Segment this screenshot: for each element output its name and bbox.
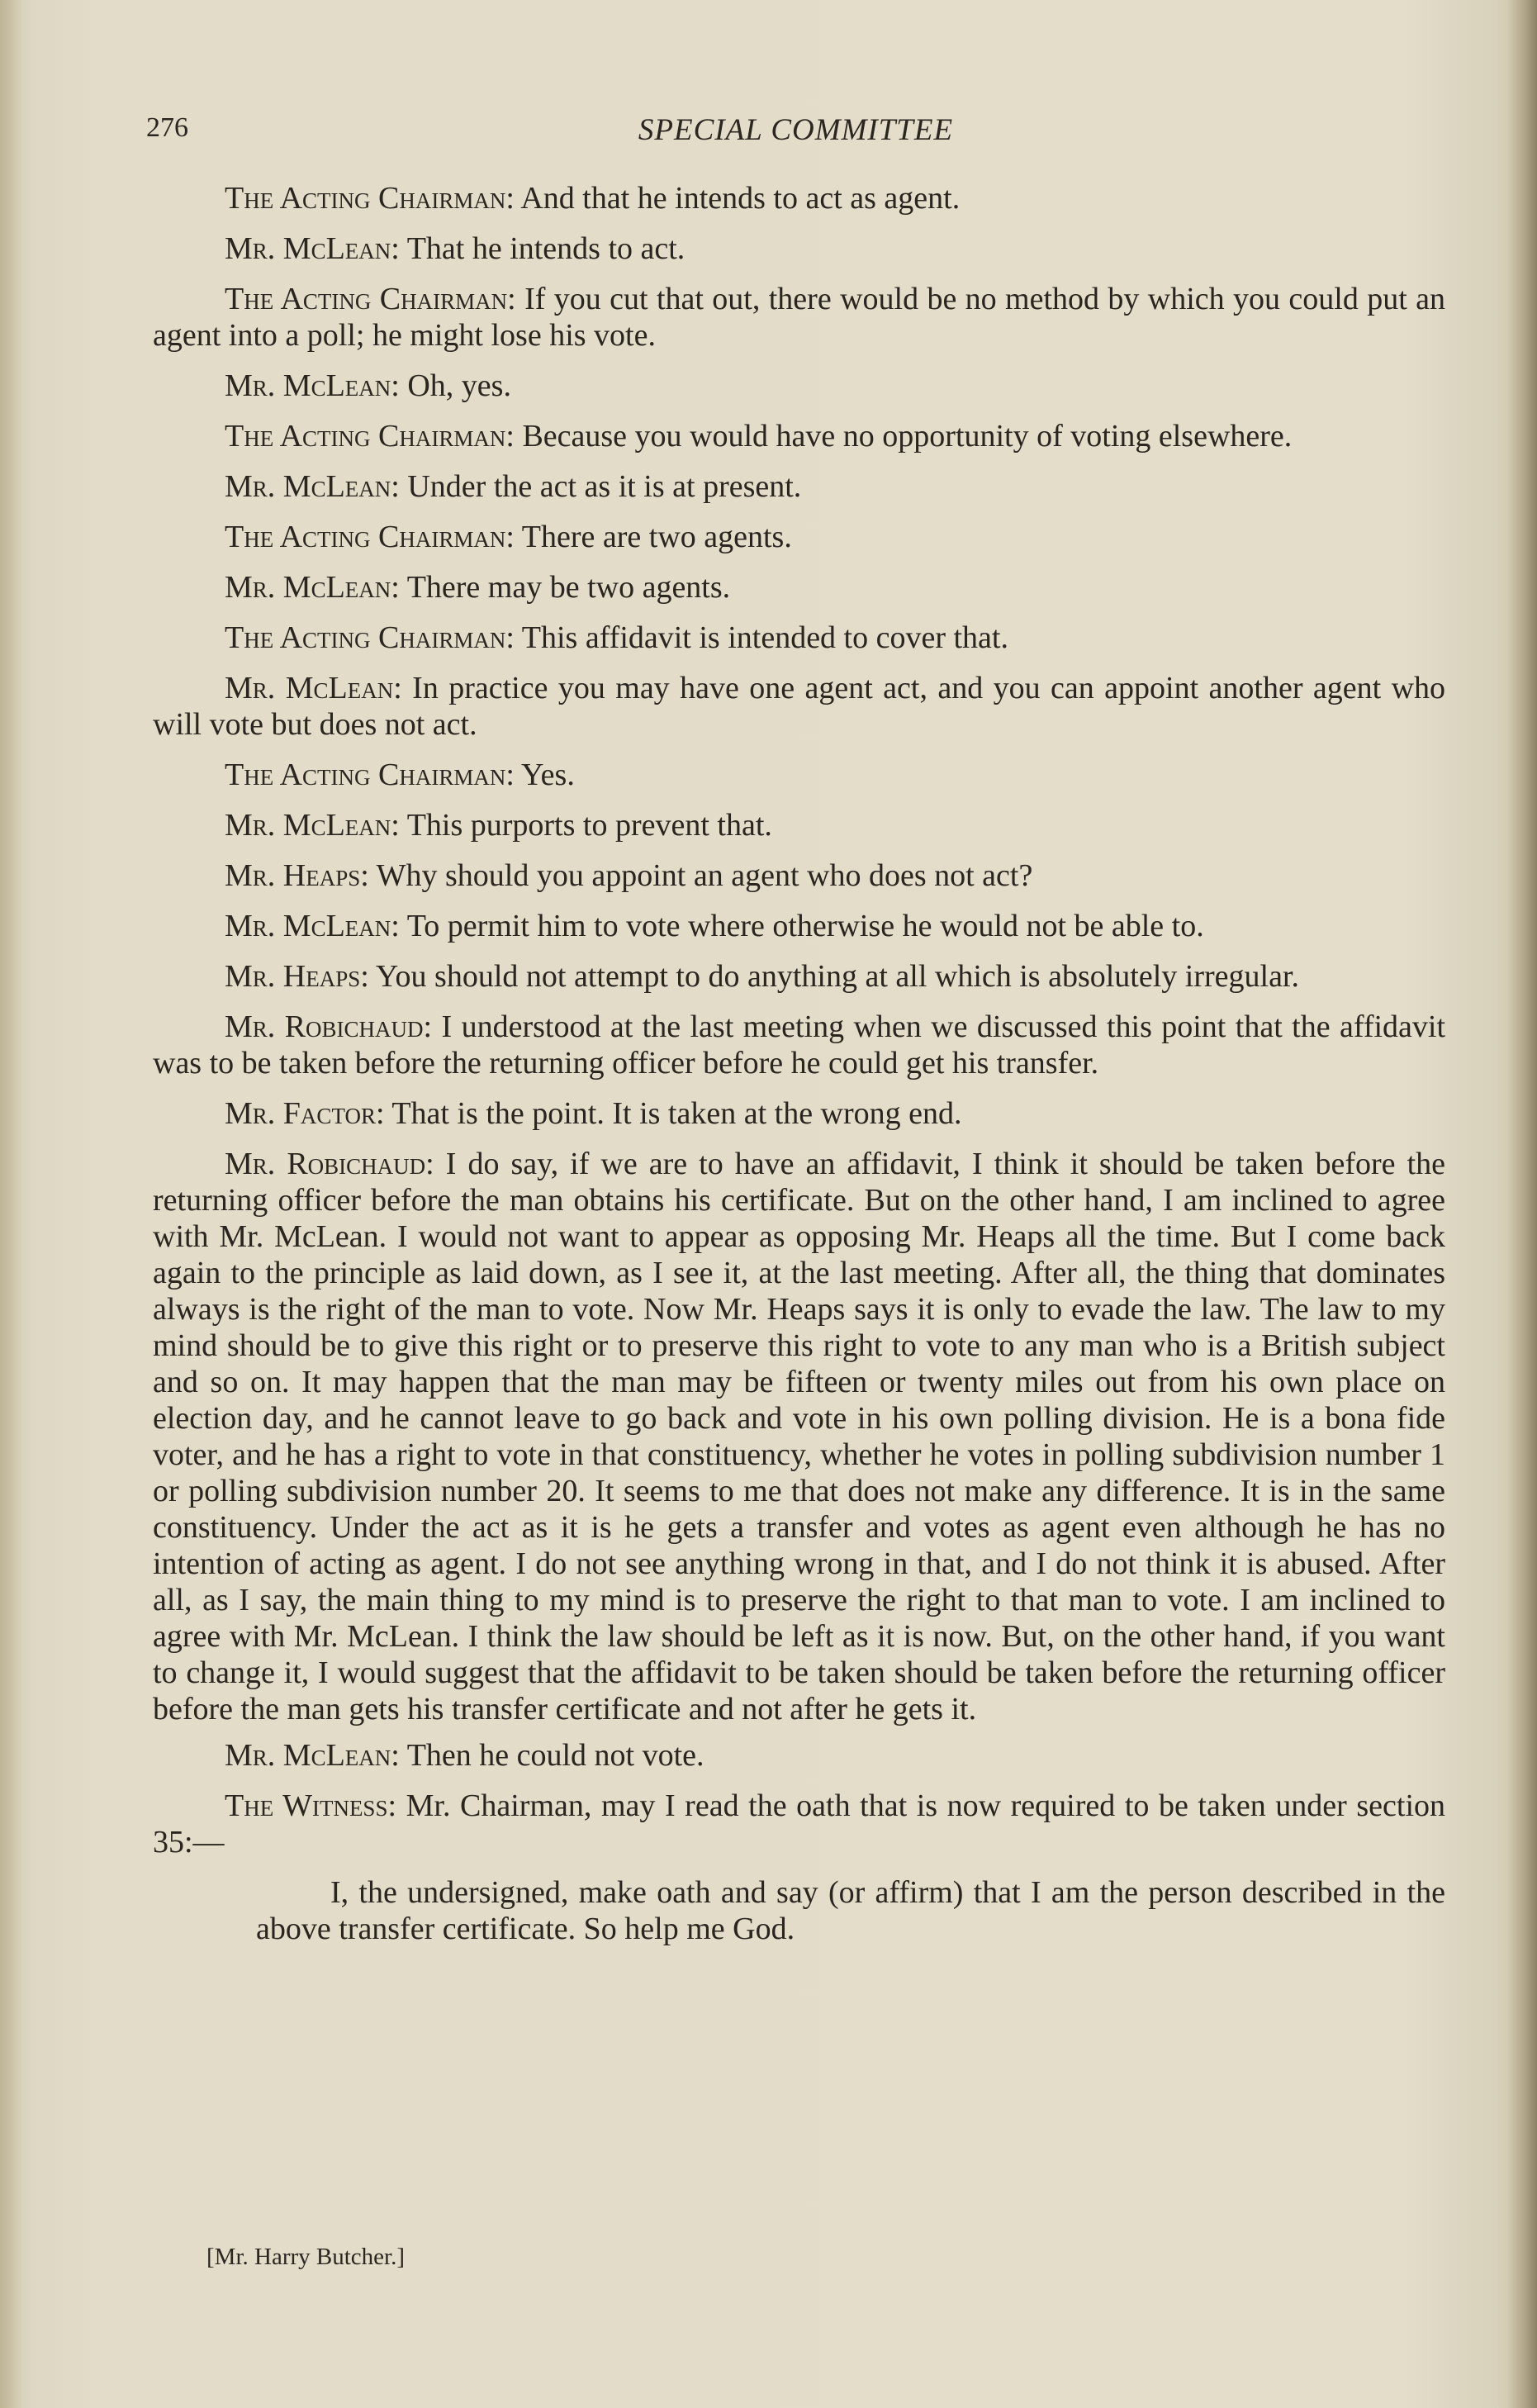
paragraph-text: That he intends to act. (406, 231, 685, 266)
speaker-label: Mr. McLean: (225, 671, 402, 705)
paragraph (153, 1009, 1445, 1081)
speaker-label: Mr. McLean: (225, 909, 400, 943)
paragraph-text: I understood at the last meeting when we discussed this point that the affidavit was to be taken before the returning officer before he could get his transfer. (153, 1009, 1446, 1081)
speaker-label: The Acting Chairman: (225, 520, 515, 554)
speaker-label: Mr. Robichaud: (225, 1147, 434, 1181)
paragraph (153, 519, 1445, 555)
paragraph-text: This affidavit is intended to cover that. (521, 620, 1008, 655)
paragraph-text: You should not attempt to do anything at all which is absolutely irregular. (375, 959, 1299, 994)
paragraph-text: There may be two agents. (406, 570, 731, 605)
paragraph-text: To permit him to vote where otherwise he would not be able to. (406, 909, 1204, 943)
paragraph (153, 1788, 1445, 1860)
paragraph-text: That is the point. It is taken at the wrong end. (391, 1096, 962, 1131)
paragraph-text: Mr. Chairman, may I read the oath that is now required to be taken under section 35:— (153, 1788, 1445, 1859)
speaker-label: The Acting Chairman: (225, 620, 515, 655)
paragraph-text: Because you would have no opportunity of voting elsewhere. (522, 419, 1293, 454)
speaker-label: Mr. Heaps: (225, 959, 369, 994)
speaker-label: The Acting Chairman: (225, 419, 515, 454)
binding-shadow (1507, 0, 1537, 2408)
paragraph-text: And that he intends to act as agent. (520, 181, 961, 216)
paragraph (153, 757, 1445, 793)
paragraph-text: Why should you appoint an agent who does not act? (376, 858, 1033, 893)
paragraph (153, 180, 1445, 216)
paragraph (153, 418, 1445, 454)
witness-footer-note: [Mr. Harry Butcher.] (206, 2244, 405, 2270)
speaker-label: Mr. McLean: (225, 231, 400, 266)
speaker-label: Mr. McLean: (225, 808, 400, 843)
running-head: SPECIAL COMMITTEE (638, 113, 954, 147)
paragraph-text: If you cut that out, there would be no method by which you could put an agent into a poll; he might lose his vote. (153, 282, 1446, 353)
paragraph (153, 569, 1445, 606)
paragraph (153, 908, 1445, 944)
oath-quote: I, the undersigned, make oath and say (or affirm) that I am the person described in the above transfer certificate. So help me God. (256, 1875, 1445, 1946)
speaker-label: Mr. McLean: (225, 469, 400, 504)
speaker-label: The Witness: (225, 1788, 397, 1823)
paragraph-text: In practice you may have one agent act, and you can appoint another agent who will vote but does not act. (153, 671, 1446, 742)
paragraph (153, 230, 1445, 267)
paragraph (153, 1737, 1445, 1774)
paragraph (153, 958, 1445, 995)
paragraph-text: Under the act as it is at present. (407, 469, 802, 504)
page-number: 276 (146, 112, 188, 143)
paragraph (153, 670, 1445, 743)
speaker-label: Mr. McLean: (225, 368, 400, 403)
speaker-label: Mr. McLean: (225, 570, 400, 605)
paragraph-text: Yes. (521, 758, 575, 792)
speaker-label: The Acting Chairman: (225, 758, 515, 792)
speaker-label: Mr. Factor: (225, 1096, 385, 1131)
paragraph-text: There are two agents. (521, 520, 792, 554)
paragraph (153, 368, 1445, 404)
speaker-label: Mr. Heaps: (225, 858, 369, 893)
paragraph (153, 281, 1445, 354)
paragraph (153, 1095, 1445, 1132)
paragraph (153, 1146, 1445, 1727)
paragraph-text: This purports to prevent that. (406, 808, 772, 843)
paragraph (153, 857, 1445, 894)
transcript-body (153, 180, 1445, 1962)
paragraph-text: Oh, yes. (407, 368, 511, 403)
page-left-edge (0, 0, 23, 2408)
paragraph (153, 468, 1445, 505)
speaker-label: The Acting Chairman: (225, 181, 515, 216)
speaker-label: The Acting Chairman: (225, 282, 516, 316)
paragraph-text: I do say, if we are to have an affidavit, I think it should be taken before the returning officer before the man obtains his certificate. But on the other hand, I am inclined to agree with Mr. McLean. I would not want to appear as opposing Mr. Heaps all the time. But I come back again to the principle as laid down, as I see it, at the last meeting. After all, the thing that dominates always is the right of the man to vote. Now Mr. Heaps says it is only to evade the law. The law to my mind should be to give this right or to preserve this right to vote to any man who is a British subject and so on. It may happen that the man may be fifteen or twenty miles out from his own place on election day, and he cannot leave to go back and vote in his own polling division. He is a bona fide voter, and he has a right to vote in that constituency, whether he votes in polling subdivision number 1 or polling subdivision number 20. It seems to me that does not make any difference. It is in the same constituency. Under the act as it is he gets a transfer and votes as agent even although he has no intention of acting as agent. I do not see anything wrong in that, and I do not think it is abused. After all, as I say, the main thing to my mind is to preserve the right to that man to vote. I am inclined to agree with Mr. McLean. I think the law should be left as it is now. But, on the other hand, if you want to change it, I would suggest that the affidavit to be taken should be taken before the returning officer before the man gets his transfer certificate and not after he gets it. (153, 1147, 1445, 1726)
speaker-label: Mr. McLean: (225, 1738, 400, 1773)
paragraph (153, 620, 1445, 656)
page-header (146, 112, 1445, 154)
speaker-label: Mr. Robichaud: (225, 1009, 433, 1044)
paragraph-text: Then he could not vote. (406, 1738, 704, 1773)
paragraph (153, 807, 1445, 843)
